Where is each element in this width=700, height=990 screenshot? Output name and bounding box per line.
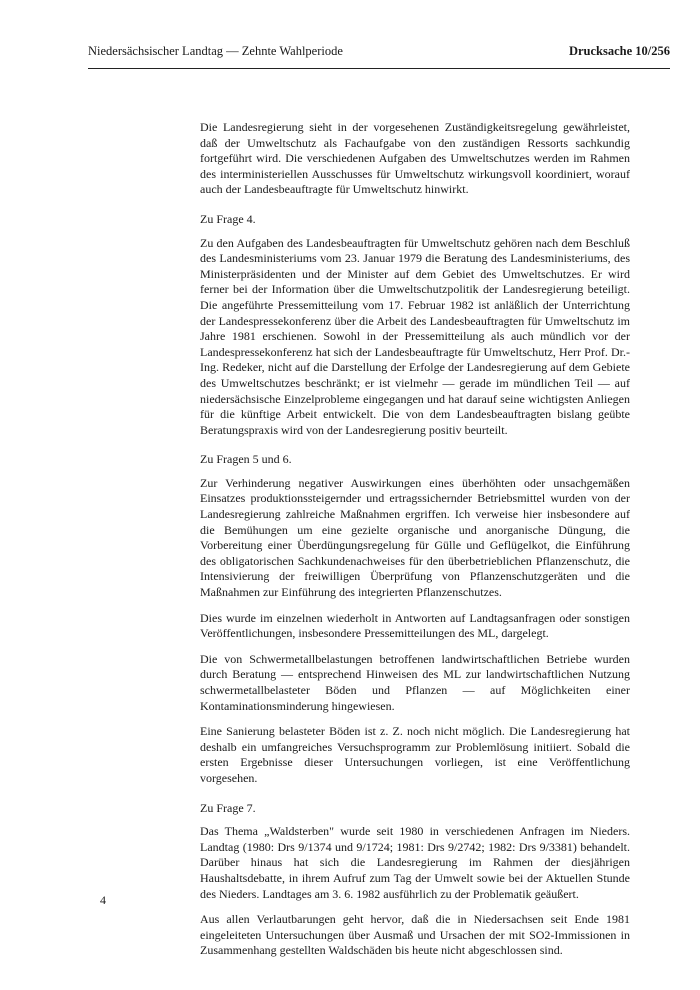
paragraph-question-4: Zu den Aufgaben des Landesbeauftragten für Umweltschutz gehören nach dem Beschluß des Landesministeriums vom 23. Januar 1979 die Beratung des Landesministeriums, des Ministerpräsidenten und der Minister auf dem Gebiet des Umweltschutzes. Er wird ferner bei der Information über die Umweltschutzpolitik der Landesregierung beteiligt. Die angeführte Pressemitteilung vom 17. Februar 1982 ist anläßlich der Unterrichtung der Landespressekonferenz über die Arbeit des Landesbeauftragten für Umweltschutz im Jahre 1981 erschienen. Sowohl in der Pressemitteilung als auch mündlich vor der Landespressekonferenz hat sich der Landesbeauftragte für Umweltschutz, Herr Prof. Dr.-Ing. Redeker, nicht auf die Darstellung der Erfolge der Landesregierung auf dem Gebiete des Umweltschutzes beschränkt; er ist vielmehr — gerade im mündlichen Teil — auf niedersächsische Einzelprobleme eingegangen und hat darauf seine wichtigsten Anliegen für die künftige Arbeit entwickelt. Die von dem Landesbeauftragten bislang geübte Beratungspraxis wird von der Landesregierung positiv beurteilt.: [200, 235, 630, 437]
document-body: [200, 120, 630, 969]
page-number: 4: [100, 893, 106, 907]
heading-question-7: Zu Frage 7.: [200, 800, 256, 815]
paragraph-forest-dieback: Das Thema „Waldsterben" wurde seit 1980 in verschiedenen Anfragen im Nieders. Landtag (1980: Drs 9/1374 und 9/1724; 1981: Drs 9/2742; 1982: Drs 9/3381) behandelt. Darüber hinaus hat sich die Landesregierung im Rahmen der diesjährigen Haushaltsdebatte, in ihrem Aufruf zum Tag der Umwelt sowie bei der Aktuellen Stunde des Nieders. Landtages am 3. 6. 1982 ausführlich zu der Problematik geäußert.: [200, 824, 630, 901]
paragraph-publications: Dies wurde im einzelnen wiederholt in Antworten auf Landtagsanfragen oder sonstigen Veröffentlichungen, insbesondere Pressemitteilungen des ML, dargelegt.: [200, 610, 630, 641]
heading-questions-5-6: Zu Fragen 5 und 6.: [200, 452, 292, 467]
header-parliament-title: Niedersächsischer Landtag — Zehnte Wahlperiode: [88, 44, 343, 58]
paragraph-soil-remediation: Eine Sanierung belasteter Böden ist z. Z. noch nicht möglich. Die Landesregierung hat deshalb ein umfangreiches Versuchsprogramm zur Problemlösung initiiert. Sobald die ersten Ergebnisse dieser Untersuchungen vorliegen, ist eine Veröffentlichung vorgesehen.: [200, 724, 630, 785]
page-header: [88, 44, 670, 66]
header-document-number: Drucksache 10/256: [568, 44, 670, 58]
paragraph-heavy-metals: Die von Schwermetallbelastungen betroffenen landwirtschaftlichen Betriebe wurden durch Beratung — entsprechend Hinweisen des ML zur landwirtschaftlichen Nutzung schwermetallbelasteter Böden und Pflanzen — auf Möglichkeiten einer Kontaminationsminderung hingewiesen.: [200, 651, 630, 713]
header-divider: [88, 68, 670, 69]
heading-question-4: Zu Frage 4.: [200, 211, 256, 226]
paragraph-measures: Zur Verhinderung negativer Auswirkungen eines überhöhten oder unsachgemäßen Einsatzes produktionssteigernder und ertragssichernder Betriebsmittel wurden von der Landesregierung zahlreiche Maßnahmen ergriffen. Ich verweise hier insbesondere auf die Bemühungen um eine gezielte organische und anorganische Düngung, die Vorbereitung einer Überdüngungsregelung für Gülle und Geflügelkot, die Einführung des obligatorischen Sachkundenachweises für den überbetrieblichen Pflanzenschutz, die Intensivierung der freiwilligen Überprüfung von Pflanzenschutzgeräten und die Maßnahmen zur Einführung des integrierten Pflanzenschutzes.: [200, 475, 630, 600]
paragraph-investigations: Aus allen Verlautbarungen geht hervor, daß die in Niedersachsen seit Ende 1981 eingeleiteten Untersuchungen über Ausmaß und Ursachen der mit SO2-Immissionen in Zusammenhang gestellten Waldschäden bis heute nicht abgeschlossen sind.: [200, 912, 630, 958]
paragraph-intro: Die Landesregierung sieht in der vorgesehenen Zuständigkeitsregelung gewährleistet, daß der Umweltschutz als Fachaufgabe von den zuständigen Ressorts sachkundig fortgeführt wird. Die verschiedenen Aufgaben des Umweltschutzes werden im Rahmen des interministeriellen Ausschusses für Umweltschutz wirkungsvoll koordiniert, worauf auch der Landesbeauftragte für Umweltschutz hinwirkt.: [200, 120, 630, 197]
